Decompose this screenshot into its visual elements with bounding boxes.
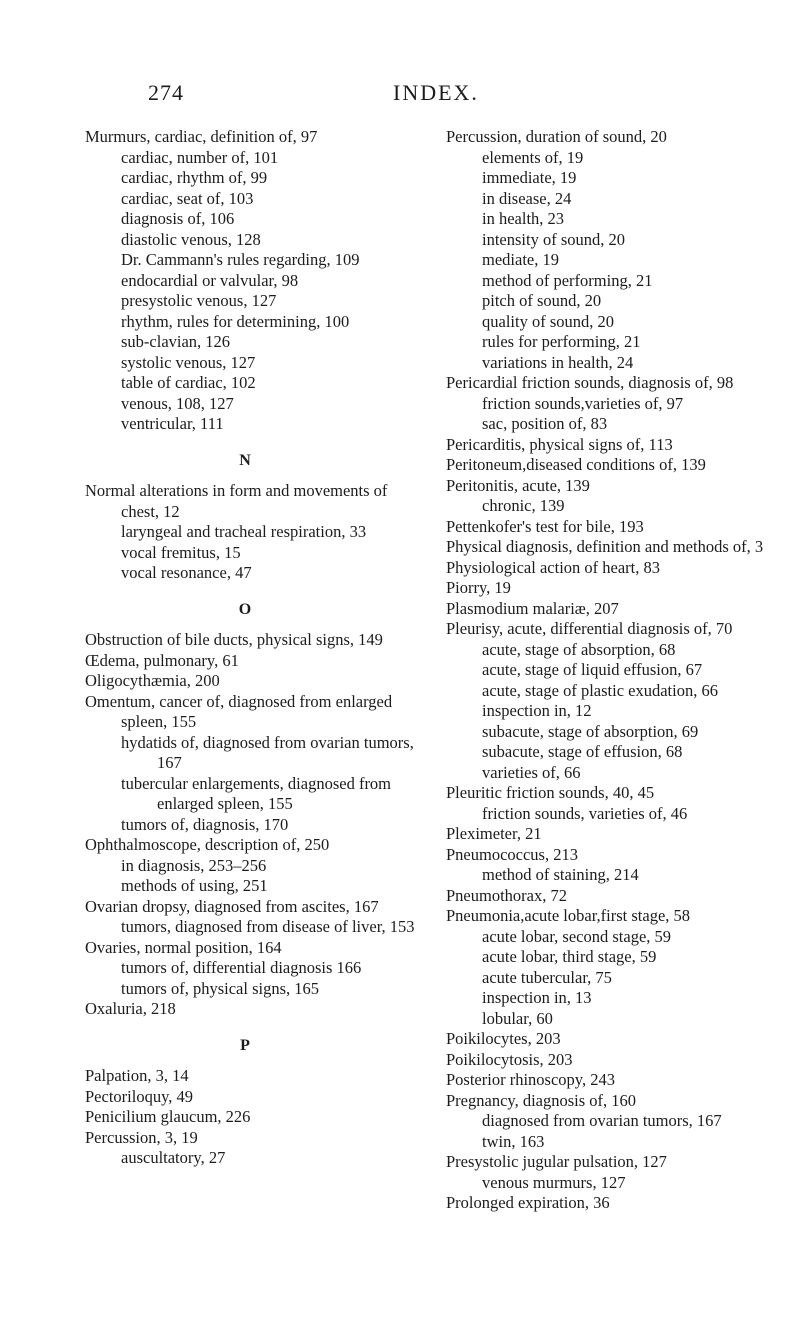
index-subentry: in health, 23 <box>482 209 565 228</box>
section-letter: O <box>238 600 252 618</box>
index-entry: Penicilium glaucum, 226 <box>85 1107 251 1126</box>
index-entry: Physiological action of heart, 83 <box>446 557 660 577</box>
index-subentry: twin, 163 <box>482 1131 545 1151</box>
index-entry: Obstruction of bile ducts, physical signs, 149 <box>85 630 383 649</box>
index-entry: Omentum, cancer of, diagnosed from enlarged spleen, 155 <box>85 691 393 731</box>
index-entry: Pleximeter, 21 <box>446 824 542 843</box>
index-subentry: chronic, 139 <box>482 496 565 515</box>
index-subentry: systolic venous, 127 <box>121 352 256 372</box>
index-entry: Peritoneum,diseased conditions of, 139 <box>446 455 706 474</box>
index-entry: Palpation, 3, 14 <box>85 1066 189 1085</box>
section-letter: N <box>239 451 251 469</box>
index-subentry: presystolic venous, 127 <box>121 291 277 310</box>
index-subentry: intensity of sound, 20 <box>482 229 625 249</box>
index-subentry: vocal resonance, 47 <box>121 563 252 582</box>
index-subentry: laryngeal and tracheal respiration, 33 <box>121 522 367 541</box>
index-subentry: variations in health, 24 <box>482 352 634 372</box>
index-subentry: inspection in, 13 <box>482 988 592 1007</box>
index-entry: Normal alterations in form and movements of chest, 12 <box>85 481 388 521</box>
index-subentry: tumors, diagnosed from disease of liver, 153 <box>121 917 415 936</box>
index-subentry: Dr. Cammann's rules regarding, 109 <box>121 250 360 269</box>
index-subentry: diagnosis of, 106 <box>121 209 235 228</box>
index-entry: Peritonitis, acute, 139 <box>446 475 590 495</box>
index-subentry: acute tubercular, 75 <box>482 967 612 987</box>
index-subentry: method of performing, 21 <box>482 270 653 290</box>
index-subentry: acute, stage of plastic exudation, 66 <box>482 680 718 700</box>
index-subentry: in disease, 24 <box>482 188 572 208</box>
index-subentry: sub-clavian, 126 <box>121 332 231 351</box>
index-subentry: friction sounds, varieties of, 46 <box>482 803 688 823</box>
index-entry: Oligocythæmia, 200 <box>85 671 220 690</box>
index-subentry: rhythm, rules for determining, 100 <box>121 311 350 331</box>
index-column-right <box>446 127 776 1214</box>
index-subentry: tumors of, physical signs, 165 <box>121 978 319 998</box>
index-entry: Poikilocytes, 203 <box>446 1029 561 1048</box>
index-subentry: methods of using, 251 <box>121 876 268 895</box>
index-entry: Oxaluria, 218 <box>85 999 176 1018</box>
index-subentry: acute, stage of liquid effusion, 67 <box>482 660 703 679</box>
index-subentry: immediate, 19 <box>482 168 577 187</box>
index-subentry: elements of, 19 <box>482 147 584 167</box>
index-entry: Pericardial friction sounds, diagnosis of, 98 <box>446 373 734 392</box>
index-subentry: inspection in, 12 <box>482 701 592 720</box>
index-entry: Physical diagnosis, definition and methods of, 3 <box>446 537 764 556</box>
index-entry: Pericarditis, physical signs of, 113 <box>446 434 673 454</box>
index-subentry: acute, stage of absorption, 68 <box>482 639 676 659</box>
index-entry: Pleurisy, acute, differential diagnosis of, 70 <box>446 619 733 638</box>
index-entry: Murmurs, cardiac, definition of, 97 <box>85 127 318 146</box>
index-entry: Percussion, 3, 19 <box>85 1127 198 1147</box>
index-subentry: tumors of, differential diagnosis 166 <box>121 958 362 977</box>
index-subentry: subacute, stage of absorption, 69 <box>482 721 699 741</box>
index-subentry: acute lobar, third stage, 59 <box>482 947 657 966</box>
index-entry: Plasmodium malariæ, 207 <box>446 598 619 618</box>
index-subentry: lobular, 60 <box>482 1008 553 1028</box>
index-entry: Prolonged expiration, 36 <box>446 1193 610 1212</box>
index-subentry: auscultatory, 27 <box>121 1148 226 1167</box>
index-entry: Ovaries, normal position, 164 <box>85 937 282 957</box>
index-subentry: acute lobar, second stage, 59 <box>482 926 672 946</box>
index-entry: Pettenkofer's test for bile, 193 <box>446 516 644 536</box>
index-subentry: mediate, 19 <box>482 250 559 269</box>
index-subentry: venous, 108, 127 <box>121 393 234 413</box>
index-entry: Presystolic jugular pulsation, 127 <box>446 1152 667 1171</box>
index-subentry: method of staining, 214 <box>482 865 639 884</box>
index-entry: Œdema, pulmonary, 61 <box>85 650 239 670</box>
index-subentry: rules for performing, 21 <box>482 332 641 351</box>
index-entry: Pneumonia,acute lobar,first stage, 58 <box>446 906 691 925</box>
index-subentry: subacute, stage of effusion, 68 <box>482 742 683 761</box>
index-subentry: vocal fremitus, 15 <box>121 542 241 562</box>
index-subentry: tubercular enlargements, diagnosed from enlarged spleen, 155 <box>121 773 392 813</box>
index-subentry: friction sounds,varieties of, 97 <box>482 393 684 413</box>
index-subentry: cardiac, rhythm of, 99 <box>121 168 268 187</box>
index-subentry: ventricular, 111 <box>121 414 224 433</box>
index-column-left <box>85 127 425 1169</box>
index-entry: Ophthalmoscope, description of, 250 <box>85 835 330 854</box>
page-header <box>148 80 788 114</box>
page-number: 274 <box>148 80 184 105</box>
index-subentry: venous murmurs, 127 <box>482 1172 626 1192</box>
index-entry: Pleuritic friction sounds, 40, 45 <box>446 783 655 802</box>
index-entry: Pectoriloquy, 49 <box>85 1086 193 1106</box>
page-title: INDEX. <box>393 80 479 105</box>
index-entry: Piorry, 19 <box>446 578 511 597</box>
index-subentry: in diagnosis, 253–256 <box>121 855 267 875</box>
index-subentry: table of cardiac, 102 <box>121 373 256 392</box>
index-subentry: diastolic venous, 128 <box>121 229 261 249</box>
index-entry: Percussion, duration of sound, 20 <box>446 127 667 146</box>
index-entry: Posterior rhinoscopy, 243 <box>446 1070 615 1089</box>
index-subentry: pitch of sound, 20 <box>482 291 602 310</box>
index-subentry: cardiac, seat of, 103 <box>121 188 254 208</box>
index-subentry: hydatids of, diagnosed from ovarian tumors, 167 <box>121 732 414 772</box>
index-subentry: sac, position of, 83 <box>482 414 608 433</box>
index-subentry: tumors of, diagnosis, 170 <box>121 814 289 834</box>
index-subentry: diagnosed from ovarian tumors, 167 <box>482 1111 722 1130</box>
index-subentry: varieties of, 66 <box>482 762 581 782</box>
index-entry: Pneumococcus, 213 <box>446 844 578 864</box>
section-letter: P <box>240 1036 250 1054</box>
index-entry: Ovarian dropsy, diagnosed from ascites, 167 <box>85 896 379 916</box>
index-entry: Pregnancy, diagnosis of, 160 <box>446 1090 637 1110</box>
index-entry: Poikilocytosis, 203 <box>446 1049 573 1069</box>
index-subentry: quality of sound, 20 <box>482 311 614 331</box>
index-subentry: cardiac, number of, 101 <box>121 147 279 167</box>
index-entry: Pneumothorax, 72 <box>446 885 567 905</box>
index-subentry: endocardial or valvular, 98 <box>121 270 299 290</box>
